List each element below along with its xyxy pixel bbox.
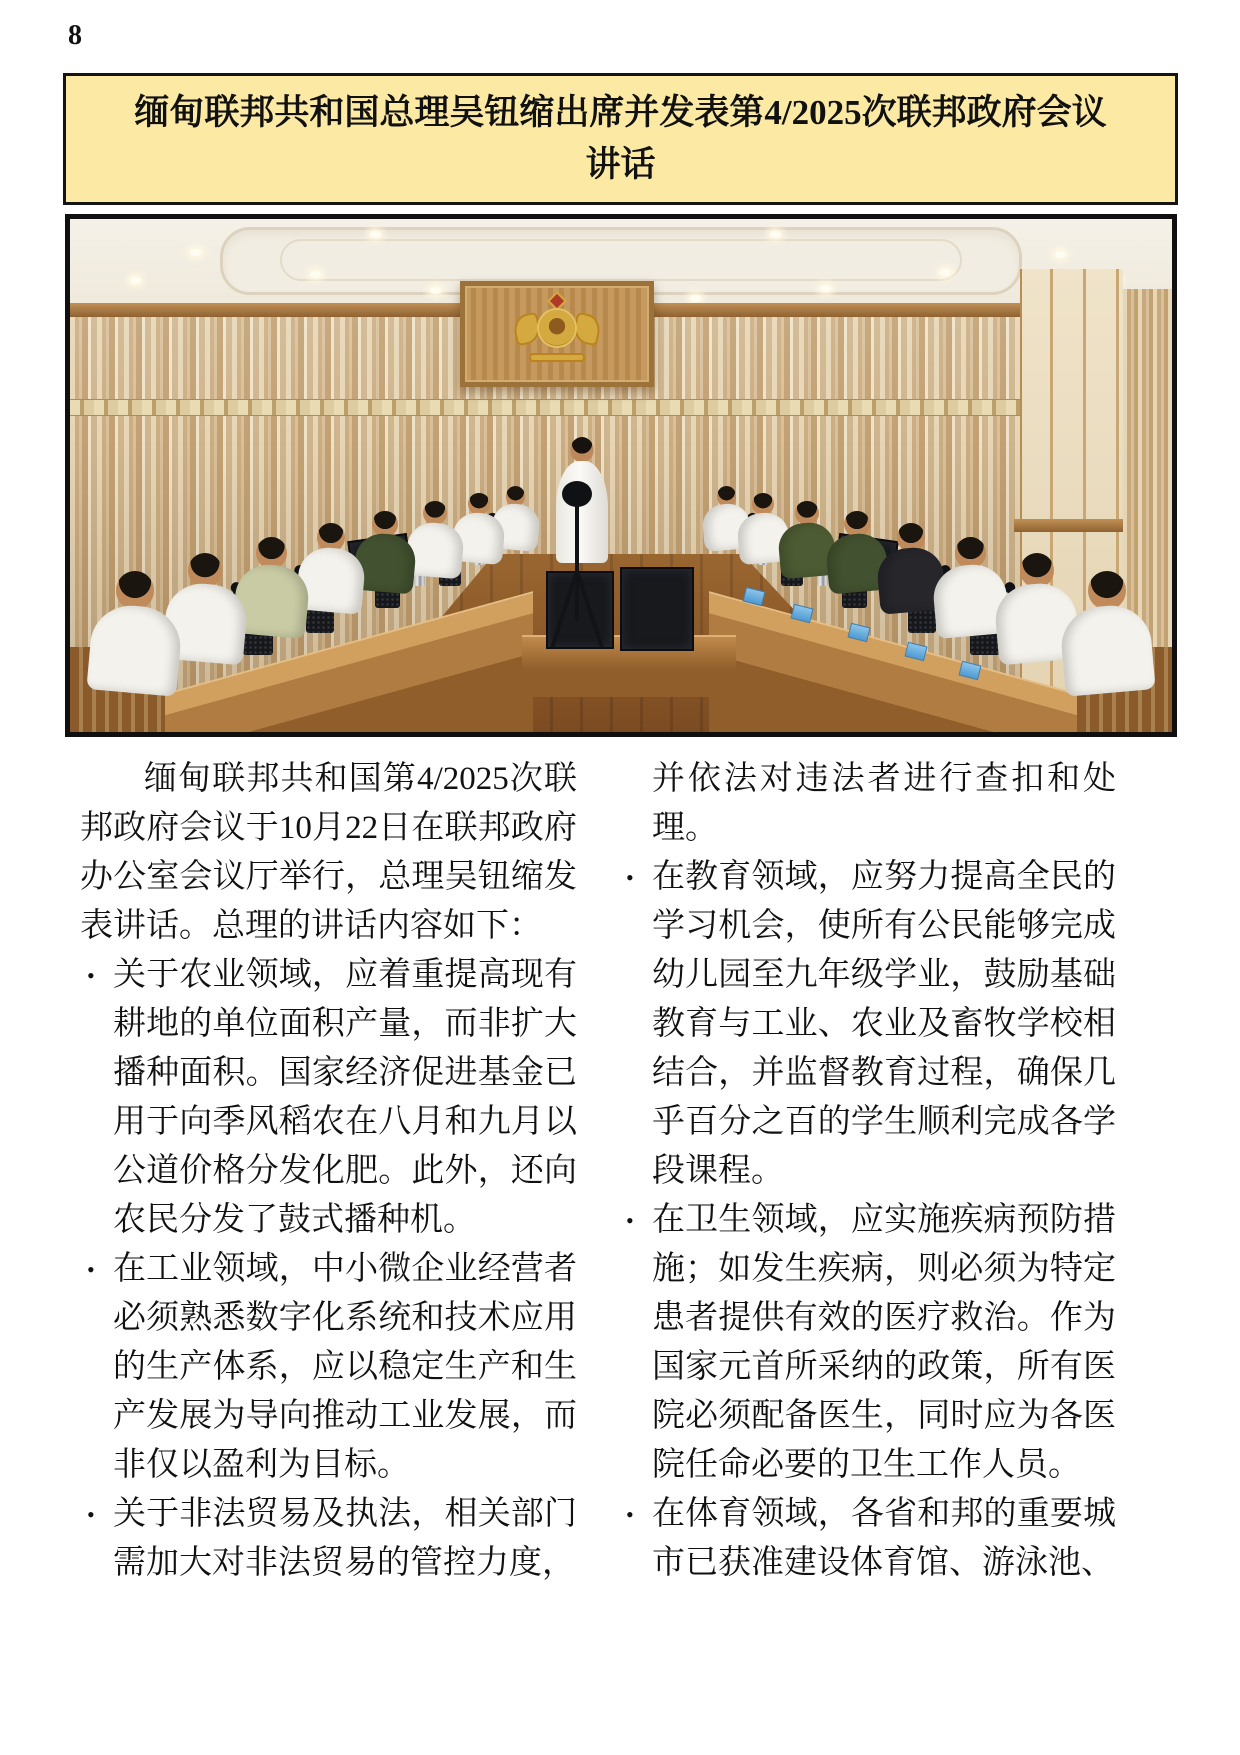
- article-column-2: [619, 755, 1116, 1588]
- state-emblem-icon: [514, 296, 600, 362]
- downlight-icon: [430, 287, 441, 294]
- ceiling-tray-inner: [280, 239, 962, 281]
- meeting-photo: [65, 214, 1177, 737]
- bullet-marker: •: [87, 1502, 95, 1527]
- attendee: [235, 537, 308, 636]
- bullet-marker: •: [626, 865, 634, 890]
- attendee: [90, 571, 180, 693]
- bullet-item: [80, 1245, 577, 1490]
- attendee-head: [188, 553, 222, 588]
- headline-line-1: 缅甸联邦共和国总理吴钮缩出席并发表第4/2025次联邦政府会议: [134, 93, 1107, 132]
- page-number: 8: [68, 20, 82, 51]
- paragraph-text: 在教育领域，应努力提高全民的学习机会，使所有公民能够完成幼儿园至九年级学业，鼓励基础教育与工业、农业及畜牧学校相结合，并监督教育过程，确保几乎百分之百的学生顺利完成各学段课程。: [652, 859, 1116, 1189]
- downlight-icon: [1055, 251, 1066, 258]
- mic-speaker-box: [306, 610, 334, 633]
- bullet-item: [619, 1196, 1116, 1490]
- article-columns: [80, 755, 1116, 1588]
- downlight-icon: [690, 295, 701, 302]
- downlight-icon: [940, 269, 951, 276]
- paragraph-text: 在工业领域，中小微企业经营者必须熟悉数字化系统和技术应用的生产体系，应以稳定生产和生产发展为导向推动工业发展，而非仅以盈利为目标。: [113, 1251, 577, 1483]
- attendee-body: [1058, 602, 1155, 697]
- bullet-item: [80, 951, 577, 1245]
- article-column-1: [80, 755, 577, 1588]
- attendee-head: [795, 501, 818, 525]
- paragraph-text: 关于非法贸易及执法，相关部门需加大对非法贸易的管控力度，: [113, 1496, 577, 1581]
- bullet-marker: •: [626, 1208, 634, 1233]
- bullet-marker: •: [87, 1257, 95, 1282]
- paragraph-text: 在卫生领域，应实施疾病预防措施；如发生疾病，则必须为特定患者提供有效的医疗救治。作为国家元首所采纳的政策，所有医院必须配备医生，同时应为各医院任命必要的卫生工作人员。: [652, 1202, 1116, 1483]
- downlight-icon: [820, 285, 831, 292]
- paragraph: [80, 755, 577, 951]
- attendee-head: [1088, 571, 1126, 610]
- downlight-icon: [190, 249, 201, 256]
- downlight-icon: [130, 277, 141, 284]
- downlight-icon: [370, 231, 381, 238]
- bullet-item: [80, 1490, 577, 1588]
- downlight-icon: [310, 271, 321, 278]
- state-emblem-panel: [460, 281, 654, 387]
- bullet-item: [619, 1490, 1116, 1588]
- downlight-icon: [770, 231, 781, 238]
- curtain-tieback-band: [70, 400, 1172, 415]
- paragraph-text: 关于农业领域，应着重提高现有耕地的单位面积产量，而非扩大播种面积。国家经济促进基金已用于向季风稻农在八月和九月以公道价格分发化肥。此外，还向农民分发了鼓式播种机。: [113, 957, 577, 1238]
- bullet-marker: •: [87, 963, 95, 988]
- paragraph-text: 并依法对违法者进行查扣和处理。: [652, 761, 1116, 846]
- attendee: [355, 511, 415, 592]
- attendee: [407, 501, 463, 577]
- mic-speaker-box: [908, 610, 936, 633]
- monitor-right: [620, 567, 694, 651]
- headline-line-2: 讲话: [585, 145, 656, 184]
- attendee: [1062, 571, 1152, 693]
- attendee-head: [423, 501, 446, 525]
- bullet-marker: •: [626, 1502, 634, 1527]
- attendee-head: [116, 571, 154, 610]
- headline-banner: [63, 73, 1178, 205]
- meeting-photo-scene: [70, 219, 1172, 732]
- paragraph-text: 缅甸联邦共和国第4/2025次联邦政府会议于10月22日在联邦政府办公室会议厅举行，总理吴钮缩发表讲话。总理的讲话内容如下：: [80, 761, 577, 944]
- paragraph-text: 在体育领域，各省和邦的重要城市已获准建设体育馆、游泳池、: [652, 1496, 1116, 1581]
- attendee-body: [86, 602, 183, 697]
- bullet-item: [619, 853, 1116, 1196]
- paragraph: [619, 755, 1116, 853]
